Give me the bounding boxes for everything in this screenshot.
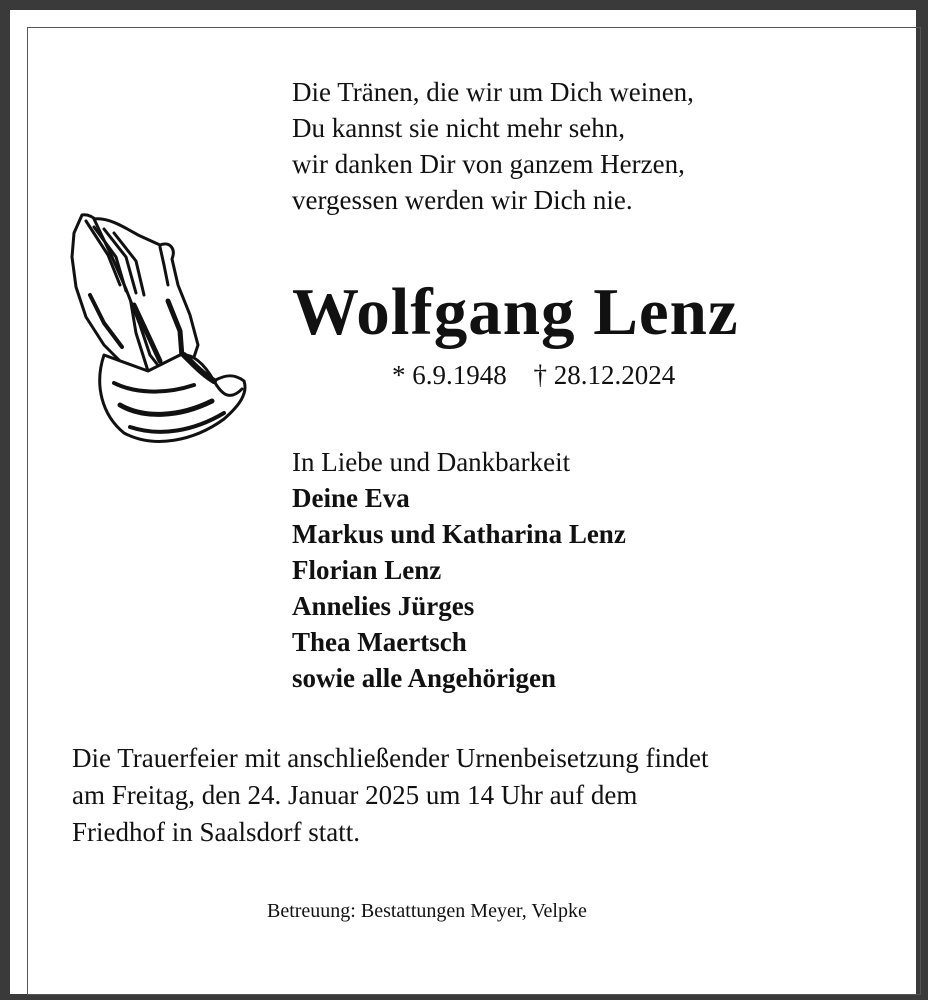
- poem-line: Die Tränen, die wir um Dich weinen,: [292, 77, 694, 107]
- deceased-name: Wolfgang Lenz: [292, 275, 739, 349]
- mourner-name: sowie alle Angehörigen: [292, 663, 556, 693]
- poem-line: vergessen werden wir Dich nie.: [292, 185, 633, 215]
- poem-line: wir danken Dir von ganzem Herzen,: [292, 149, 685, 179]
- praying-hands-icon: [64, 205, 254, 450]
- poem-line: Du kannst sie nicht mehr sehn,: [292, 113, 625, 143]
- mourners-list: [292, 444, 626, 696]
- mourner-name: Thea Maertsch: [292, 627, 467, 657]
- funeral-home-credit: Betreuung: Bestattungen Meyer, Velpke: [267, 900, 587, 922]
- mourner-name: Deine Eva: [292, 483, 410, 513]
- funeral-notice: [72, 740, 709, 851]
- notice-line: Friedhof in Saalsdorf statt.: [72, 817, 360, 847]
- notice-line: Die Trauerfeier mit anschließender Urnenbeisetzung findet: [72, 743, 709, 773]
- life-dates: [392, 360, 695, 391]
- birth-date: * 6.9.1948: [392, 360, 507, 390]
- poem: [292, 74, 694, 218]
- mourners-intro: In Liebe und Dankbarkeit: [292, 447, 571, 477]
- mourner-name: Annelies Jürges: [292, 591, 475, 621]
- notice-line: am Freitag, den 24. Januar 2025 um 14 Uhr auf dem: [72, 780, 638, 810]
- death-date: † 28.12.2024: [533, 360, 676, 390]
- mourner-name: Markus und Katharina Lenz: [292, 519, 626, 549]
- mourner-name: Florian Lenz: [292, 555, 442, 585]
